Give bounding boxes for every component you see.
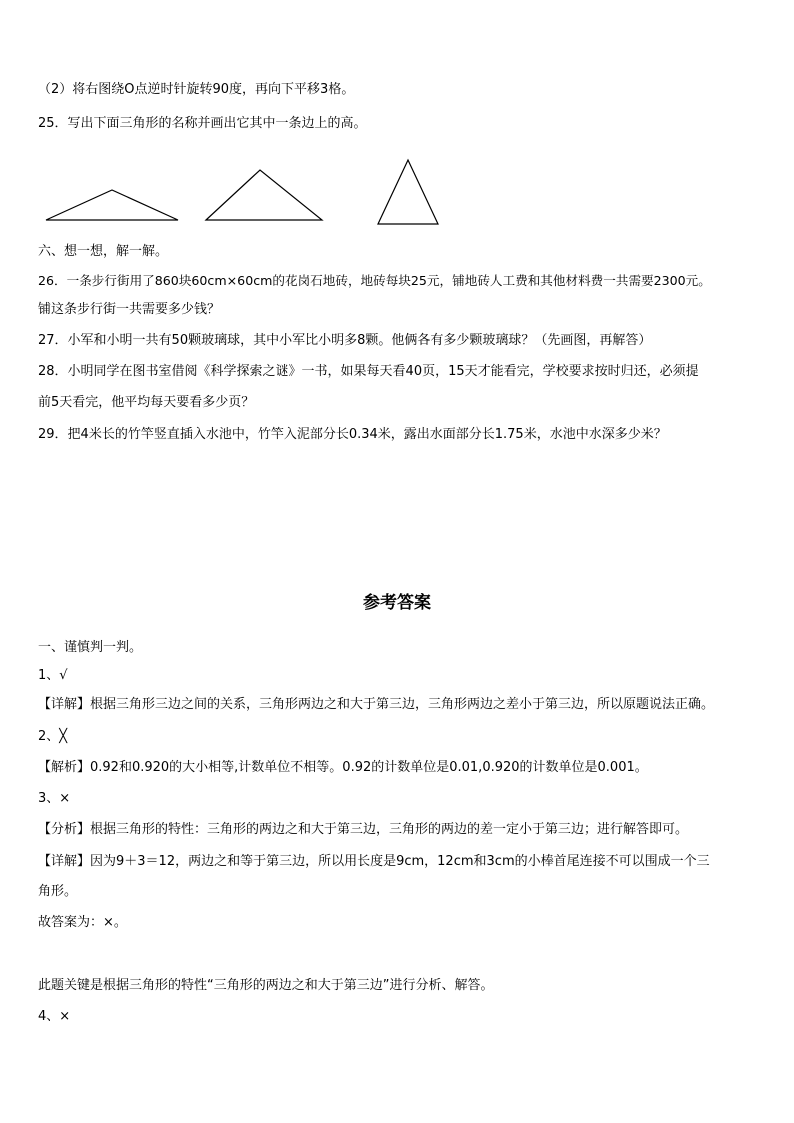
q28-line2: 前5天看完，他平均每天要看多少页？ [38, 395, 255, 410]
answer-3-key: 此题关键是根据三角形的特性“三角形的两边之和大于第三边”进行分析、解答。 [38, 978, 494, 993]
q28-line1: 28．小明同学在图书室借阅《科学探索之谜》一书，如果每天看40页，15天才能看完，学校要求按时归还，必须提 [38, 364, 699, 379]
answer-3-detail-line1: 【详解】因为9＋3＝12，两边之和等于第三边，所以用长度是9cm，12cm和3cm的小棒首尾连接不可以围成一个三 [38, 854, 710, 869]
answer-3-detail-line2: 角形。 [38, 884, 78, 899]
q24-part2: （2）将右图绕O点逆时针旋转90度，再向下平移3格。 [38, 82, 355, 97]
answer-1-number: 1、√ [38, 668, 68, 683]
q27: 27．小军和小明一共有50颗玻璃球，其中小军比小明多8颗。他俩各有多少颗玻璃球？（先画图，再解答） [38, 333, 652, 348]
section6-heading: 六、想一想，解一解。 [38, 244, 169, 259]
answer-2-detail: 【解析】0.92和0.920的大小相等,计数单位不相等。0.92的计数单位是0.01,0.920的计数单位是0.001。 [38, 760, 648, 775]
q26-line2: 铺这条步行街一共需要多少钱？ [38, 302, 221, 317]
triangles-figure [40, 150, 460, 230]
answers-section1: 一、谨慎判一判。 [38, 640, 143, 655]
answer-1-detail: 【详解】根据三角形三边之间的关系，三角形两边之和大于第三边，三角形两边之差小于第三边，所以原题说法正确。 [38, 697, 715, 712]
answer-3-analysis: 【分析】根据三角形的特性：三角形的两边之和大于第三边，三角形的两边的差一定小于第三边；进行解答即可。 [38, 822, 689, 837]
answers-heading: 参考答案 [363, 593, 431, 613]
answer-2-number: 2、╳ [38, 729, 68, 744]
answer-3-number: 3、× [38, 791, 71, 806]
q29: 29．把4米长的竹竿竖直插入水池中，竹竿入泥部分长0.34米，露出水面部分长1.75米，水池中水深多少米？ [38, 427, 667, 442]
answer-3-conclusion: 故答案为：×。 [38, 915, 127, 930]
answer-4-number: 4、× [38, 1009, 71, 1024]
q25: 25．写出下面三角形的名称并画出它其中一条边上的高。 [38, 116, 367, 131]
acute-triangle [378, 160, 438, 224]
obtuse-triangle [46, 190, 178, 220]
right-triangle [206, 170, 322, 220]
q26-line1: 26．一条步行街用了860块60cm×60cm的花岗石地砖，地砖每块25元，铺地砖人工费和其他材料费一共需要2300元。 [38, 273, 711, 288]
